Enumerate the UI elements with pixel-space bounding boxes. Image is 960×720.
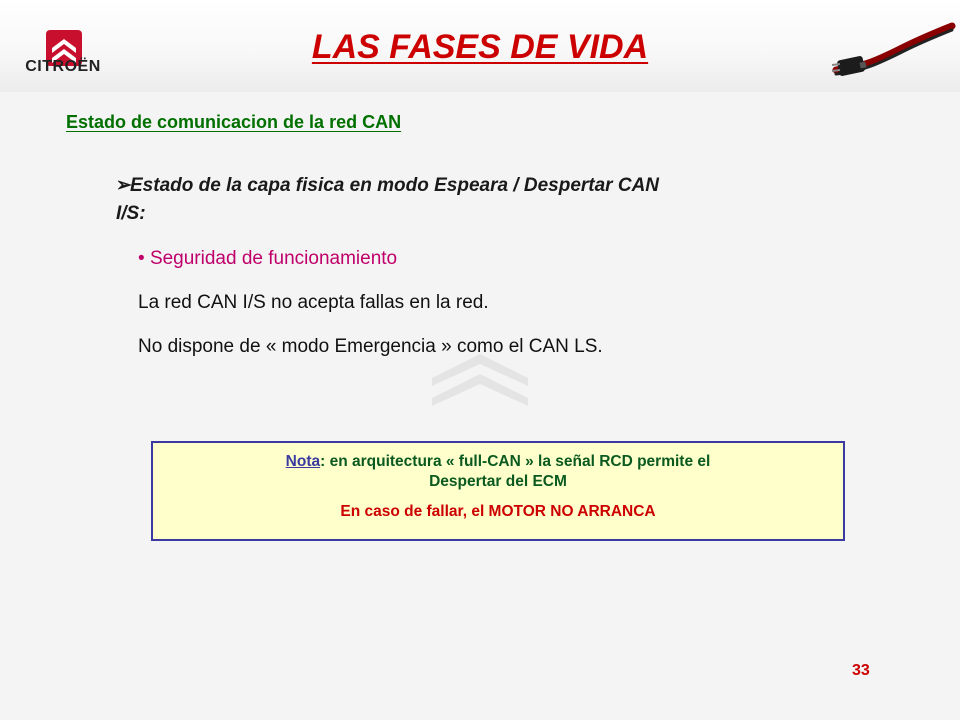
subheading-line-2: I/S: bbox=[116, 203, 146, 224]
section-heading: Estado de comunicacion de la red CAN bbox=[66, 112, 402, 132]
bullet-marker: • bbox=[138, 248, 145, 269]
subheading bbox=[116, 172, 816, 228]
bullet-item bbox=[138, 248, 397, 270]
page-title: LAS FASES DE VIDA bbox=[311, 28, 649, 66]
subheading-line-1: Estado de la capa fisica en modo Espeara / Despertar CAN bbox=[130, 175, 660, 196]
page-number: 33 bbox=[852, 662, 870, 679]
note-line-2: Despertar del ECM bbox=[429, 473, 567, 490]
note-box bbox=[151, 441, 845, 541]
note-alert: En caso de fallar, el MOTOR NO ARRANCA bbox=[340, 503, 656, 520]
note-label: Nota bbox=[285, 453, 321, 470]
chevron-watermark-icon bbox=[428, 352, 532, 408]
note-line-1-text: : en arquitectura « full-CAN » la señal RCD permite el bbox=[320, 453, 711, 470]
note-line-1 bbox=[153, 452, 843, 472]
brand-wordmark: CITROËN bbox=[25, 58, 101, 75]
paragraph-2: No dispone de « modo Emergencia » como el CAN LS. bbox=[138, 336, 603, 357]
arrow-bullet-icon: ➢ bbox=[116, 175, 132, 196]
bullet-text: Seguridad de funcionamiento bbox=[149, 248, 398, 269]
cable-plug-icon bbox=[832, 18, 956, 82]
paragraph-1: La red CAN I/S no acepta fallas en la red. bbox=[138, 292, 489, 313]
